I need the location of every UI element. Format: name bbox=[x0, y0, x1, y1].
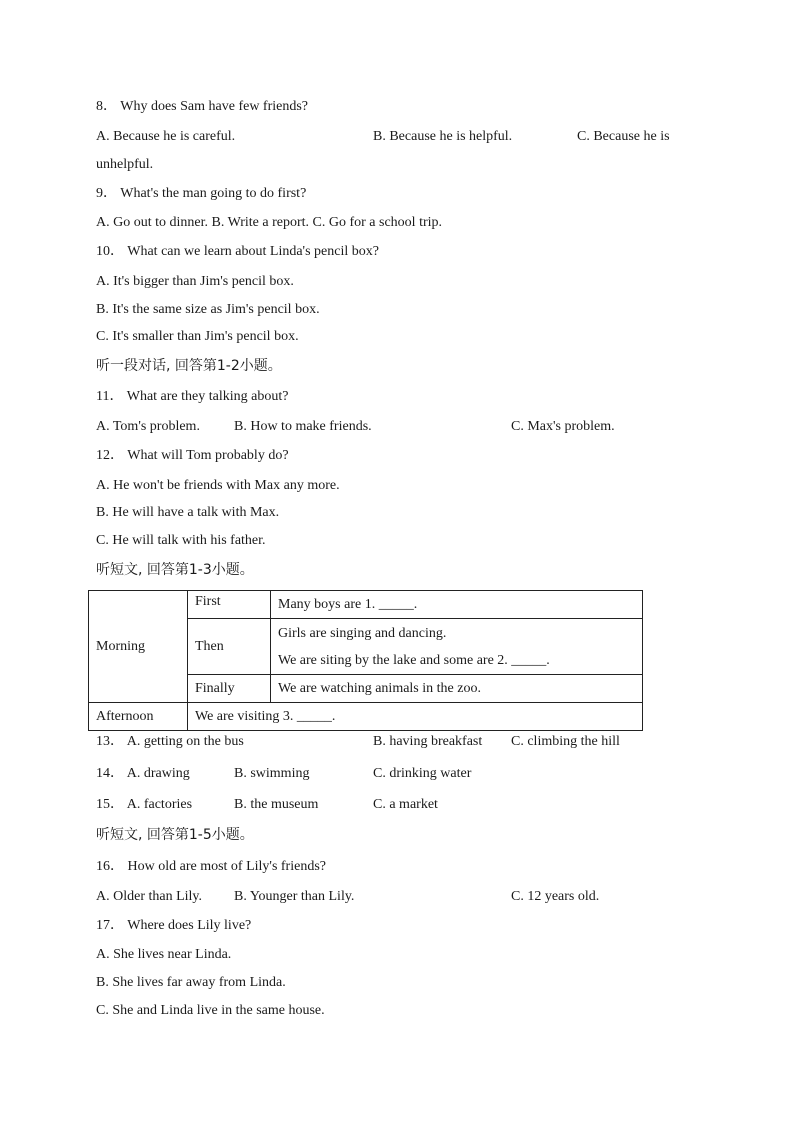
q15-option-b: B. the museum bbox=[234, 797, 319, 812]
q13-option-b: B. having breakfast bbox=[373, 734, 483, 749]
q13-option-a: 13． A. getting on the bus bbox=[96, 734, 244, 749]
q14-option-a: 14． A. drawing bbox=[96, 766, 190, 781]
cell-first-text: Many boys are 1. _____. bbox=[271, 591, 643, 619]
q10-option-b: B. It's the same size as Jim's pencil box. bbox=[96, 302, 320, 317]
q10-option-c: C. It's smaller than Jim's pencil box. bbox=[96, 329, 299, 344]
q16-option-c: C. 12 years old. bbox=[511, 889, 600, 904]
question-16: 16． How old are most of Lily's friends? bbox=[96, 859, 326, 874]
q14-option-c: C. drinking water bbox=[373, 766, 472, 781]
question-11: 11． What are they talking about? bbox=[96, 389, 289, 404]
q8-option-b: B. Because he is helpful. bbox=[373, 129, 513, 144]
question-17: 17． Where does Lily live? bbox=[96, 918, 252, 933]
q17-option-a: A. She lives near Linda. bbox=[96, 947, 232, 962]
then-text-line-1: Girls are singing and dancing. bbox=[278, 625, 447, 641]
cell-morning: Morning bbox=[89, 591, 188, 703]
q17-option-b: B. She lives far away from Linda. bbox=[96, 975, 286, 990]
q17-option-c: C. She and Linda live in the same house. bbox=[96, 1003, 325, 1018]
cell-finally-text: We are watching animals in the zoo. bbox=[271, 675, 643, 703]
q12-option-a: A. He won't be friends with Max any more. bbox=[96, 478, 340, 493]
cell-first: First bbox=[188, 591, 271, 619]
q11-option-c: C. Max's problem. bbox=[511, 419, 615, 434]
question-10: 10． What can we learn about Linda's pencil box? bbox=[96, 244, 379, 259]
table-row bbox=[89, 703, 643, 731]
q16-option-b: B. Younger than Lily. bbox=[234, 889, 355, 904]
question-9: 9． What's the man going to do first? bbox=[96, 186, 307, 201]
q15-option-c: C. a market bbox=[373, 797, 438, 812]
cell-then: Then bbox=[188, 619, 271, 675]
q15-option-a: 15． A. factories bbox=[96, 797, 193, 812]
q13-option-c: C. climbing the hill bbox=[511, 734, 620, 749]
q12-option-b: B. He will have a talk with Max. bbox=[96, 505, 280, 520]
table-row bbox=[89, 591, 643, 619]
section-heading-passage-2: 听短文, 回答第1-5小题。 bbox=[96, 827, 254, 843]
question-8: 8． Why does Sam have few friends? bbox=[96, 99, 309, 114]
q16-option-a: A. Older than Lily. bbox=[96, 889, 203, 904]
cell-afternoon-text: We are visiting 3. _____. bbox=[188, 703, 643, 731]
cell-afternoon: Afternoon bbox=[89, 703, 188, 731]
section-heading-dialogue: 听一段对话, 回答第1-2小题。 bbox=[96, 358, 282, 374]
q11-option-b: B. How to make friends. bbox=[234, 419, 372, 434]
question-12: 12． What will Tom probably do? bbox=[96, 448, 289, 463]
q11-option-a: A. Tom's problem. bbox=[96, 419, 200, 434]
q9-options: A. Go out to dinner. B. Write a report. C. Go for a school trip. bbox=[96, 215, 443, 230]
cell-finally: Finally bbox=[188, 675, 271, 703]
q14-option-b: B. swimming bbox=[234, 766, 310, 781]
cell-then-text bbox=[271, 619, 643, 675]
q8-option-a: A. Because he is careful. bbox=[96, 129, 236, 144]
schedule-table bbox=[88, 590, 643, 731]
section-heading-passage-1: 听短文, 回答第1-3小题。 bbox=[96, 562, 254, 578]
q10-option-a: A. It's bigger than Jim's pencil box. bbox=[96, 274, 294, 289]
q8-option-c-continued: unhelpful. bbox=[96, 157, 154, 172]
q8-option-c: C. Because he is bbox=[577, 129, 670, 144]
then-text-line-2: We are siting by the lake and some are 2. _____. bbox=[278, 652, 550, 668]
q12-option-c: C. He will talk with his father. bbox=[96, 533, 266, 548]
